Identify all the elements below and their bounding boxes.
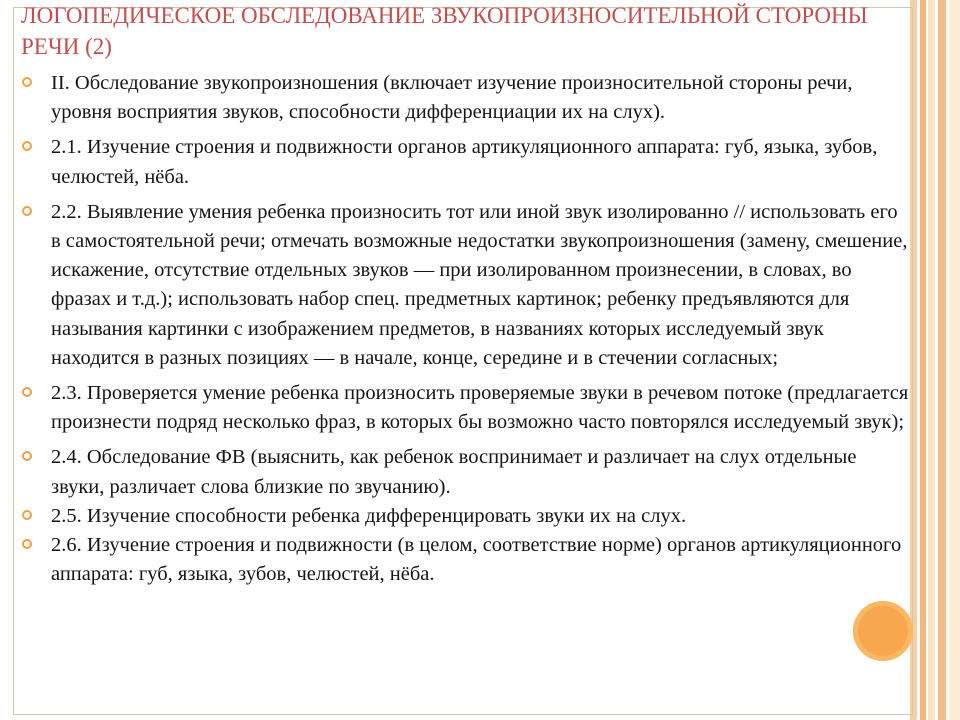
- stripe: [938, 0, 946, 720]
- list-item: [21, 379, 911, 437]
- stripe: [920, 0, 926, 720]
- list-item: [21, 531, 911, 589]
- bullet-icon: [22, 451, 32, 461]
- list-item-text: 2.2. Выявление умения ребенка произносить тот или иной звук изолированно // использовать его в самостоятельной речи; отмечать возможные недостатки звукопроизношения (замену, смешение, искажение, отсутствие отдельных звуков — при изолированном произнесении, в словах, во фразах и т.д.); использовать набор спец. предметных картинок; ребенку предъявляются для называния картинки с изображением предметов, в названиях которых исследуемый звук находится в разных позициях — в начале, конце, середине и в стечении согласных;: [51, 200, 908, 369]
- list-item-text: 2.3. Проверяется умение ребенка произносить проверяемые звуки в речевом потоке (предлагается произнести подряд несколько фраз, в которых бы возможно часто повторялся исследуемый звук);: [51, 382, 909, 434]
- decorative-circle: [853, 601, 913, 661]
- list-item: [21, 502, 911, 531]
- decorative-stripes: [908, 0, 960, 720]
- list-item: [21, 198, 911, 373]
- list-item: [21, 443, 911, 501]
- stripe: [928, 0, 935, 720]
- bullet-icon: [22, 206, 32, 216]
- bullet-icon: [22, 77, 32, 87]
- bullet-icon: [22, 510, 32, 520]
- list-item-text: II. Обследование звукопроизношения (включает изучение произносительной стороны речи, уровня восприятия звуков, способности дифференциации их на слух).: [51, 72, 853, 124]
- slide-title: ЛОГОПЕДИЧЕСКОЕ ОБСЛЕДОВАНИЕ ЗВУКОПРОИЗНОСИТЕЛЬНОЙ СТОРОНЫ РЕЧИ (2): [21, 3, 868, 59]
- list-item-text: 2.4. Обследование ФВ (выяснить, как ребенок воспринимает и различает на слух отдельные звуки, различает слова близкие по звучанию).: [51, 446, 857, 498]
- list-item: [21, 69, 911, 127]
- bullet-icon: [22, 539, 32, 549]
- bullet-icon: [22, 387, 32, 397]
- list-item-text: 2.5. Изучение способности ребенка дифференцировать звуки их на слух.: [51, 504, 687, 527]
- bullet-icon: [22, 141, 32, 151]
- stripe: [949, 0, 960, 720]
- list-item-text: 2.6. Изучение строения и подвижности (в целом, соответствие норме) органов артикуляционного аппарата: губ, языка, зубов, челюстей, нёба.: [51, 534, 902, 586]
- list-item-text: 2.1. Изучение строения и подвижности органов артикуляционного аппарата: губ, языка, зубов, челюстей, нёба.: [51, 136, 878, 188]
- slide-content-list: [21, 69, 911, 589]
- list-item: [21, 133, 911, 191]
